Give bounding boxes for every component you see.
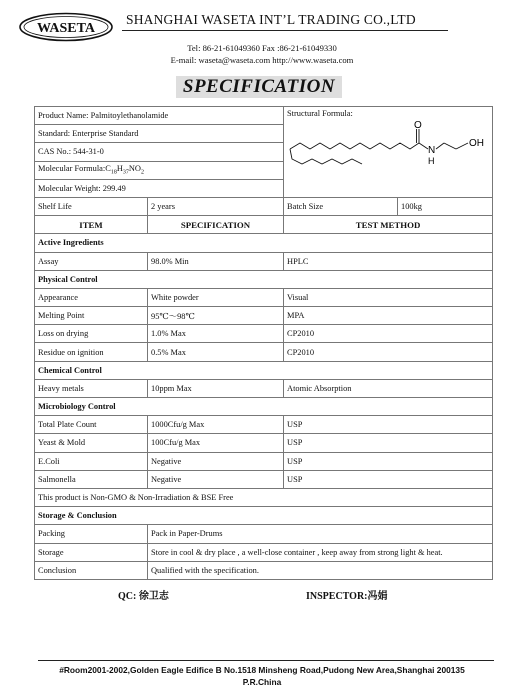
row-item: Appearance (35, 288, 148, 306)
column-header-specification: SPECIFICATION (148, 216, 284, 234)
row-item: Conclusion (35, 561, 148, 579)
structural-formula-diagram (288, 119, 488, 189)
row-item: Heavy metals (35, 379, 148, 397)
formula-h: H (116, 164, 123, 174)
row-item: Storage (35, 543, 148, 561)
section-title: Microbiology Control (35, 398, 493, 416)
table-row (35, 252, 493, 270)
inspector-label: INSPECTOR: (306, 591, 368, 602)
row-test-method: Visual (284, 288, 493, 306)
footer-address: #Room2001-2002,Golden Eagle Edifice B No.1518 Minsheng Road,Pudong New Area,Shanghai 200135 (59, 665, 465, 675)
qc-label: QC: (118, 591, 137, 602)
qc-name: 徐卫志 (138, 591, 169, 602)
company-name: SHANGHAI WASETA INT’L TRADING CO.,LTD (126, 12, 416, 27)
section-title: Storage & Conclusion (35, 507, 493, 525)
row-specification: 95℃〜98℃ (148, 307, 284, 325)
footer-country: P.R.China (242, 677, 282, 687)
row-item: Assay (35, 252, 148, 270)
formula-c-count: 18 (110, 169, 117, 176)
molecular-weight: Molecular Weight: 299.49 (35, 179, 284, 197)
inspector-signature (306, 587, 388, 602)
section-title: Physical Control (35, 270, 493, 288)
row-test-method: USP (284, 452, 493, 470)
carbon-chain-bonds (290, 129, 468, 164)
row-specification: 0.5% Max (148, 343, 284, 361)
table-row (35, 325, 493, 343)
standard: Standard: Enterprise Standard (35, 125, 284, 143)
row-specification: 1.0% Max (148, 325, 284, 343)
row-specification: White powder (148, 288, 284, 306)
contact-phone-fax: Tel: 86-21-61049360 Fax :86-21-61049330 (187, 43, 337, 53)
table-row (35, 416, 493, 434)
table-row (35, 561, 493, 579)
row-item: Total Plate Count (35, 416, 148, 434)
row-test-method: USP (284, 434, 493, 452)
section-header-row (35, 234, 493, 252)
table-row (35, 288, 493, 306)
inspector-name: 冯娟 (367, 591, 388, 602)
cas-number: CAS No.: 544-31-0 (35, 143, 284, 161)
table-row (35, 434, 493, 452)
row-value: Store in cool & dry place , a well-close container , keep away from strong light & heat. (148, 543, 493, 561)
table-row (35, 379, 493, 397)
table-row (35, 543, 493, 561)
table-row (35, 525, 493, 543)
footer-divider (38, 660, 494, 661)
molecular-formula (35, 161, 284, 179)
row-test-method: USP (284, 470, 493, 488)
shelf-life-label: Shelf Life (35, 197, 148, 215)
formula-o-count: 2 (140, 169, 144, 176)
row-specification: Negative (148, 470, 284, 488)
row-item: Melting Point (35, 307, 148, 325)
section-title: Active Ingredients (35, 234, 493, 252)
batch-size-value: 100kg (398, 197, 493, 215)
section-header-row (35, 361, 493, 379)
waseta-logo-oval-icon (18, 12, 114, 42)
table-row (35, 343, 493, 361)
oxygen-atom-label: O (414, 120, 422, 131)
row-item: Yeast & Mold (35, 434, 148, 452)
row-test-method: USP (284, 416, 493, 434)
row-specification: 100Cfu/g Max (148, 434, 284, 452)
specification-table (34, 106, 493, 580)
row-item: Residue on ignition (35, 343, 148, 361)
structural-formula-cell (284, 107, 493, 198)
row-specification: 98.0% Min (148, 252, 284, 270)
row-item: Salmonella (35, 470, 148, 488)
section-header-row (35, 270, 493, 288)
batch-size-label: Batch Size (284, 197, 398, 215)
row-test-method: CP2010 (284, 343, 493, 361)
company-underline (122, 30, 448, 31)
row-item: Loss on drying (35, 325, 148, 343)
row-item: E.Coli (35, 452, 148, 470)
qc-signature (118, 587, 169, 602)
row-value: Qualified with the specification. (148, 561, 493, 579)
nitrogen-atom-label: N (428, 145, 436, 156)
row-test-method: Atomic Absorption (284, 379, 493, 397)
molecular-formula-label: Molecular Formula: (38, 164, 106, 174)
column-header-item: ITEM (35, 216, 148, 234)
section-title: Chemical Control (35, 361, 493, 379)
table-row (35, 470, 493, 488)
contact-email-web: E-mail: waseta@waseta.com http://www.waseta.com (170, 55, 354, 65)
product-name: Product Name: Palmitoylethanolamide (35, 107, 284, 125)
shelf-life-value: 2 years (148, 197, 284, 215)
row-test-method: MPA (284, 307, 493, 325)
section-header-row (35, 507, 493, 525)
document-title: SPECIFICATION (176, 76, 342, 98)
hydrogen-atom-label: H (428, 156, 435, 166)
structural-formula-label: Structural Formula: (287, 109, 353, 118)
row-test-method: CP2010 (284, 325, 493, 343)
row-value: Pack in Paper-Drums (148, 525, 493, 543)
formula-no: NO (128, 164, 141, 174)
gmo-statement-row (35, 488, 493, 506)
section-header-row (35, 398, 493, 416)
formula-c: C (105, 164, 111, 174)
row-specification: Negative (148, 452, 284, 470)
hydroxyl-group-label: OH (469, 138, 485, 149)
table-row (35, 452, 493, 470)
company-logo (18, 12, 114, 42)
column-header-test-method: TEST METHOD (284, 216, 493, 234)
logo-text: WASETA (36, 21, 96, 36)
table-row (35, 307, 493, 325)
row-item: Packing (35, 525, 148, 543)
row-specification: 10ppm Max (148, 379, 284, 397)
row-test-method: HPLC (284, 252, 493, 270)
gmo-statement: This product is Non-GMO & Non-Irradiation & BSE Free (35, 488, 493, 506)
row-specification: 1000Cfu/g Max (148, 416, 284, 434)
formula-h-count: 37 (122, 169, 129, 176)
